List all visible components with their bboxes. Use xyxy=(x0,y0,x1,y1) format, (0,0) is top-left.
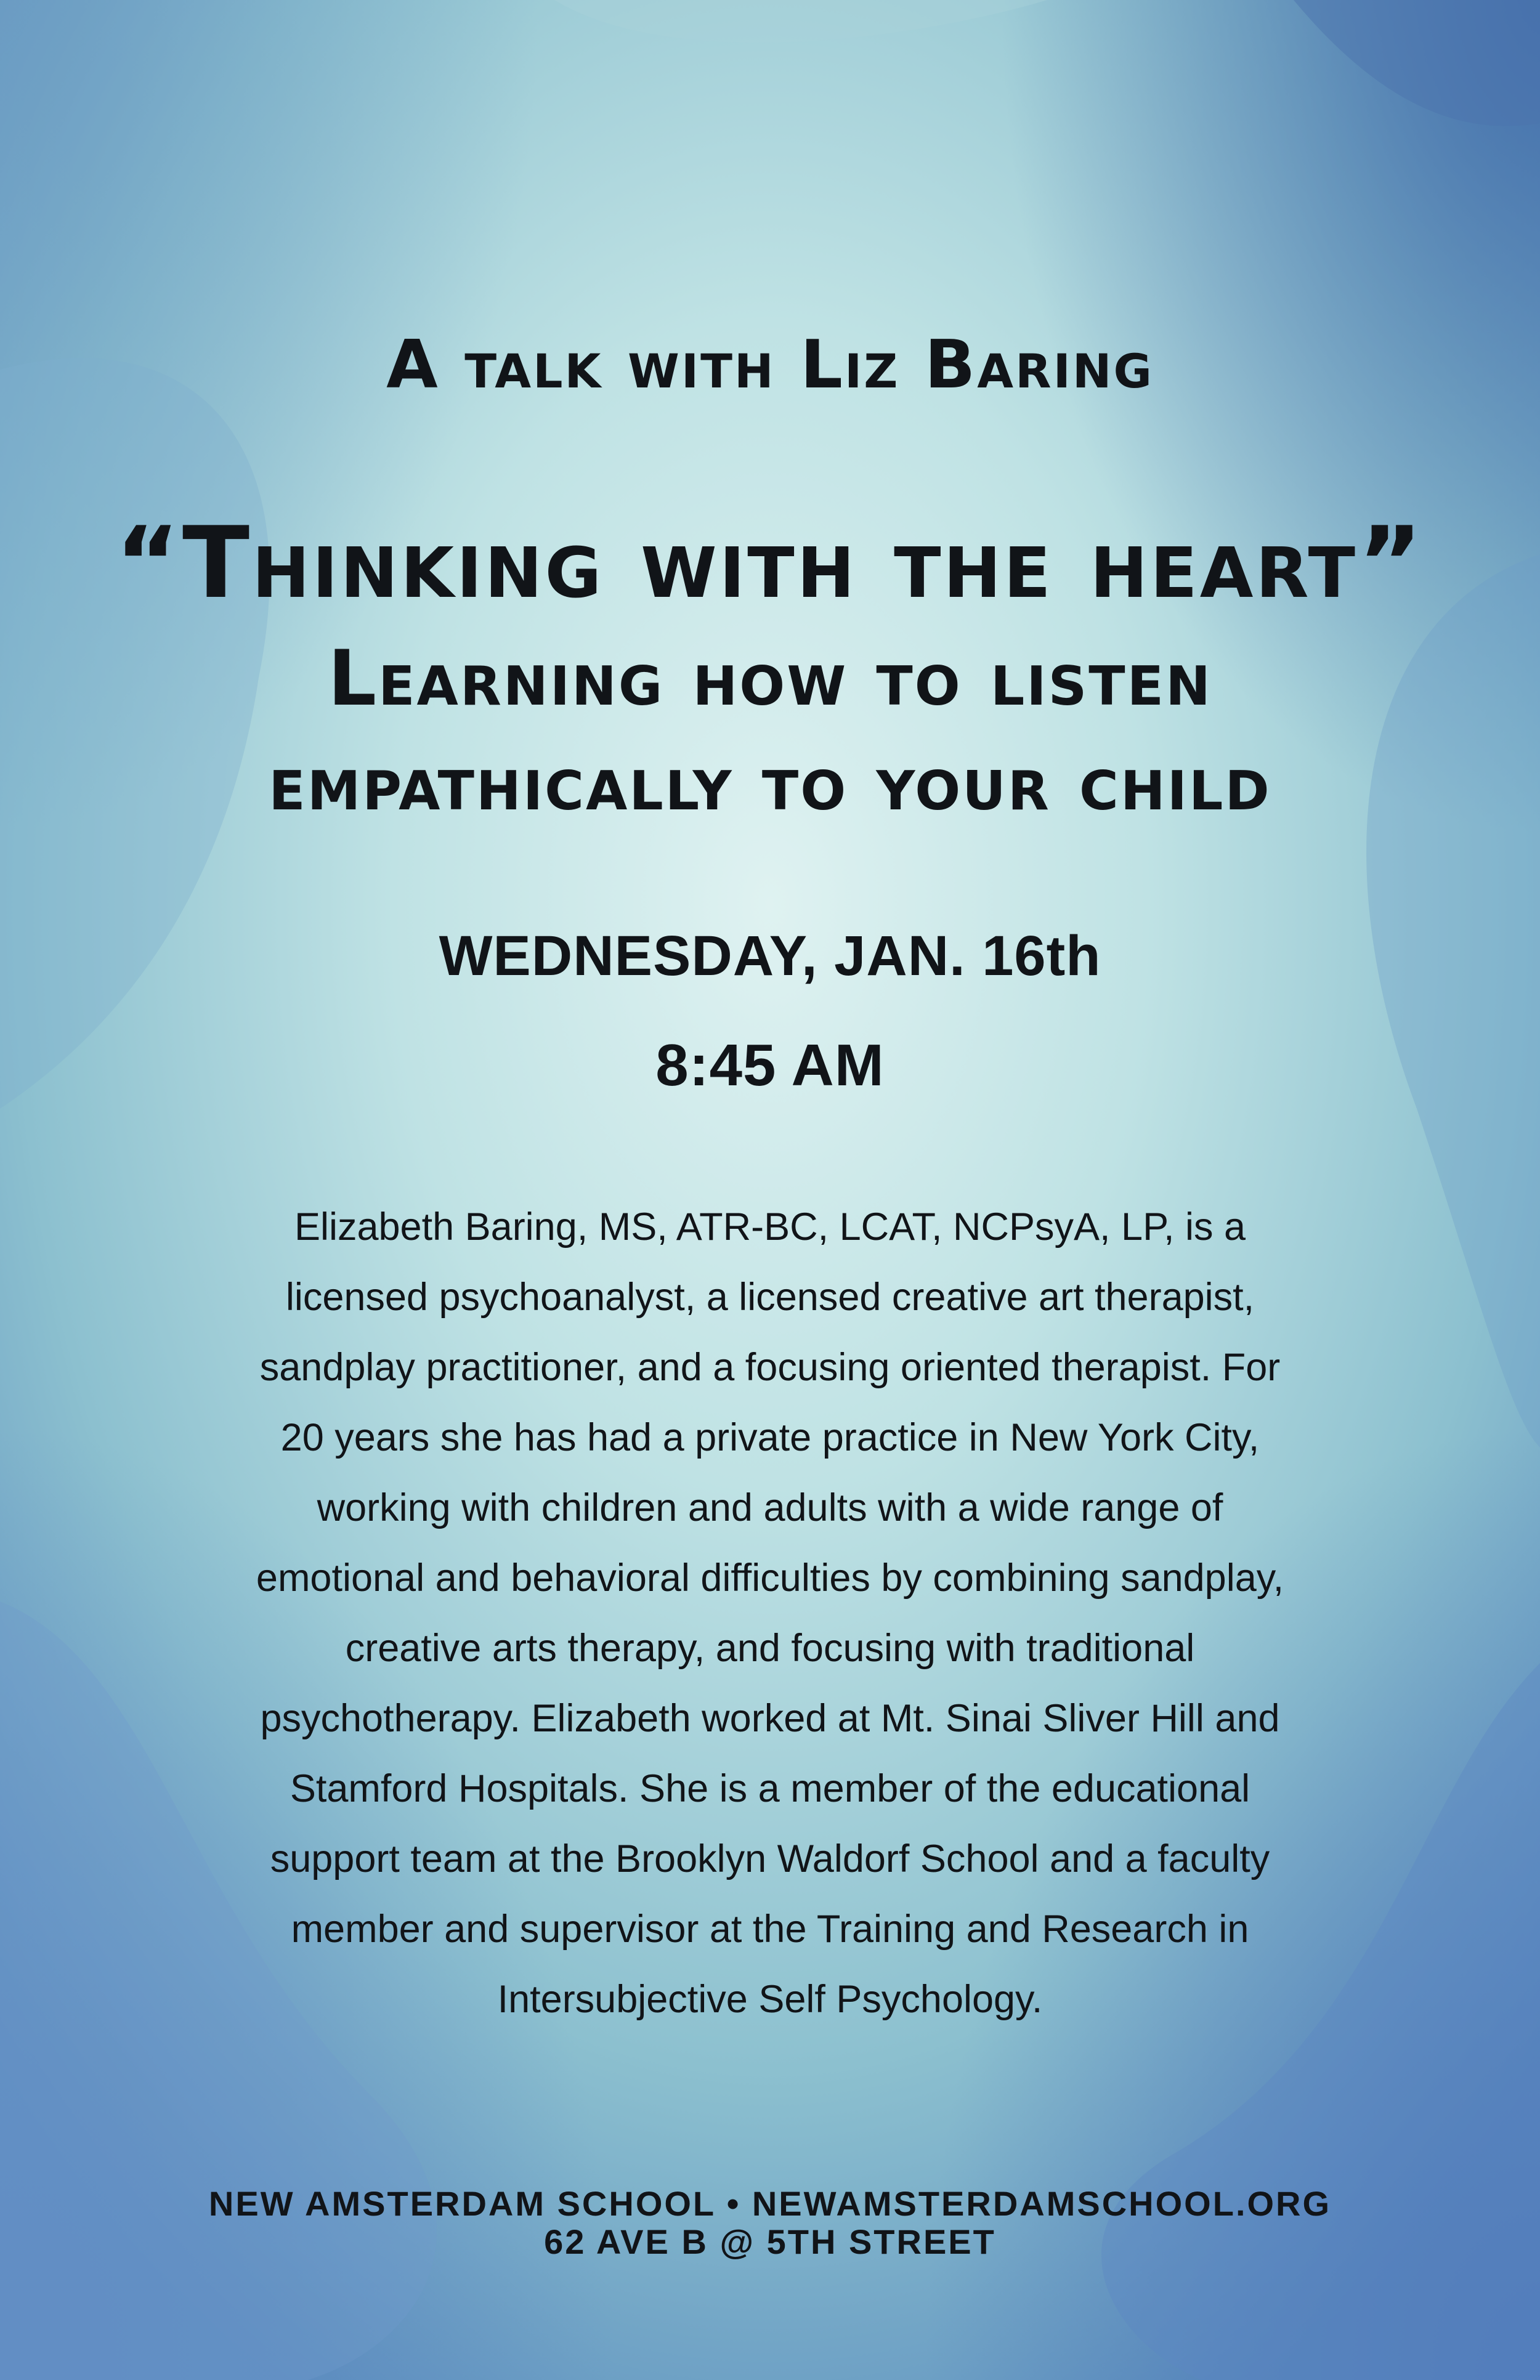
bio-line: creative arts therapy, and focusing with traditional xyxy=(345,1627,1195,1670)
event-time: 8:45 AM xyxy=(655,1032,885,1098)
bio-line: support team at the Brooklyn Waldorf School and a faculty xyxy=(270,1837,1270,1880)
bio-line: Intersubjective Self Psychology. xyxy=(497,1978,1043,2021)
event-date: WEDNESDAY, JAN. 16th xyxy=(439,925,1101,987)
bio-line: sandplay practitioner, and a focusing oriented therapist. For xyxy=(259,1346,1281,1389)
footer-school-website: NEW AMSTERDAM SCHOOL • NEWAMSTERDAMSCHOOL.ORG xyxy=(208,2184,1332,2223)
talk-subtitle: A talk with Liz Baring xyxy=(386,326,1154,403)
bio-line: member and supervisor at the Training and Research in xyxy=(291,1908,1249,1951)
bio-line: Stamford Hospitals. She is a member of the educational xyxy=(290,1767,1250,1810)
bio-line: psychotherapy. Elizabeth worked at Mt. Sinai Sliver Hill and xyxy=(260,1697,1280,1740)
bio-line: 20 years she has had a private practice in New York City, xyxy=(280,1416,1260,1459)
talk-title: “Thinking with the heart” xyxy=(115,505,1425,620)
bio-line: emotional and behavioral difficulties by combining sandplay, xyxy=(256,1556,1284,1600)
bio-line: Elizabeth Baring, MS, ATR-BC, LCAT, NCPsyA, LP, is a xyxy=(294,1205,1246,1249)
bio-line: licensed psychoanalyst, a licensed creative art therapist, xyxy=(285,1276,1255,1319)
talk-tagline-line2: empathically to your child xyxy=(269,739,1271,828)
talk-tagline-line1: Learning how to listen xyxy=(328,634,1212,723)
bio-line: working with children and adults with a wide range of xyxy=(317,1486,1223,1529)
footer-address: 62 AVE B @ 5TH STREET xyxy=(544,2222,996,2261)
speaker-bio xyxy=(185,1192,1355,2034)
